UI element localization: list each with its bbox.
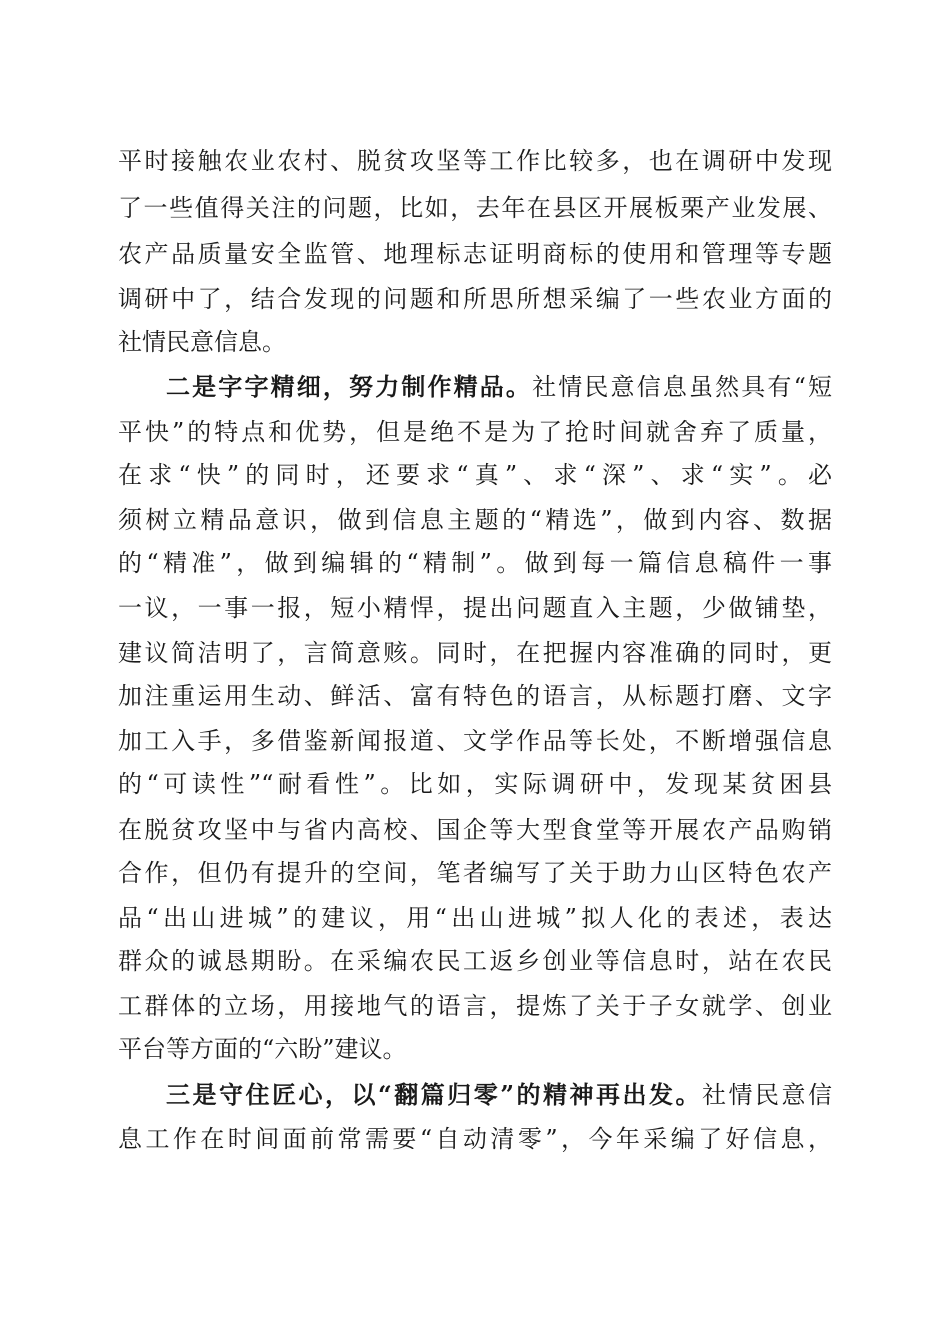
paragraph-3-line-1-rest: 社情民意信 (702, 1081, 832, 1109)
paragraph-2-line-1-rest: 社情民意信息虽然具有“短 (532, 373, 832, 401)
paragraph-2-line-12: 合作，但仍有提升的空间，笔者编写了关于助力山区特色农产 (118, 859, 832, 887)
paragraph-3-line-1 (166, 1075, 832, 1115)
paragraph-1-line-2: 了一些值得关注的问题，比如，去年在县区开展板栗产业发展、 (118, 194, 832, 222)
paragraph-2-line-5: 的“精准”，做到编辑的“精制”。做到每一篇信息稿件一事 (118, 549, 832, 577)
paragraph-2-line-1 (166, 367, 832, 407)
paragraph-1-line-1: 平时接触农业农村、脱贫攻坚等工作比较多，也在调研中发现 (118, 147, 832, 175)
paragraph-2-line-14: 群众的诚恳期盼。在采编农民工返乡创业等信息时，站在农民 (118, 947, 832, 975)
paragraph-1-line-5: 社情民意信息。 (118, 328, 286, 356)
paragraph-2-line-13: 品“出山进城”的建议，用“出山进城”拟人化的表述，表达 (118, 904, 832, 932)
paragraph-2-line-10: 的“可读性”“耐看性”。比如，实际调研中，发现某贫困县 (118, 770, 832, 798)
paragraph-2-line-9: 加工入手，多借鉴新闻报道、文学作品等长处，不断增强信息 (118, 727, 832, 755)
paragraph-2-line-3: 在求“快”的同时，还要求“真”、求“深”、求“实”。必 (118, 461, 832, 489)
paragraph-2-line-6: 一议，一事一报，短小精悍，提出问题直入主题，少做铺垫， (118, 594, 832, 622)
paragraph-2-line-16: 平台等方面的“六盼”建议。 (118, 1035, 407, 1063)
paragraph-3-heading: 三是守住匠心，以“翻篇归零”的精神再出发。 (166, 1080, 703, 1109)
paragraph-2-heading: 二是字字精细，努力制作精品。 (166, 372, 533, 401)
paragraph-2-line-15: 工群体的立场，用接地气的语言，提炼了关于子女就学、创业 (118, 992, 832, 1020)
paragraph-2-line-4: 须树立精品意识，做到信息主题的“精选”，做到内容、数据 (118, 506, 832, 534)
paragraph-2-line-2: 平快”的特点和优势，但是绝不是为了抢时间就舍弃了质量， (118, 418, 832, 446)
paragraph-2-line-8: 加注重运用生动、鲜活、富有特色的语言，从标题打磨、文字 (118, 682, 832, 710)
paragraph-2-line-11: 在脱贫攻坚中与省内高校、国企等大型食堂等开展农产品购销 (118, 816, 832, 844)
paragraph-1-line-3: 农产品质量安全监管、地理标志证明商标的使用和管理等专题 (118, 240, 832, 268)
paragraph-2-line-7: 建议简洁明了，言简意赅。同时，在把握内容准确的同时，更 (118, 639, 832, 667)
paragraph-3-line-2: 息工作在时间面前常需要“自动清零”，今年采编了好信息， (118, 1125, 832, 1153)
paragraph-1-line-4: 调研中了，结合发现的问题和所思所想采编了一些农业方面的 (118, 285, 832, 313)
